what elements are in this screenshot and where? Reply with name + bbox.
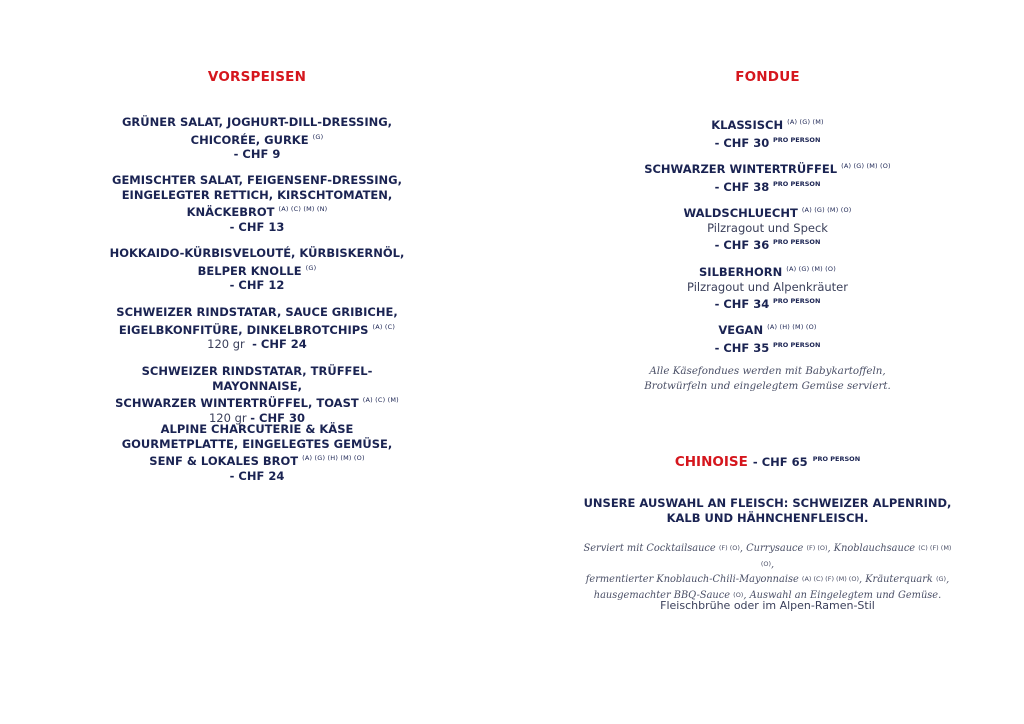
item-price: - CHF 36 xyxy=(714,238,770,253)
pro-person-label: PRO PERSON xyxy=(772,340,821,349)
menu-item xyxy=(580,115,955,150)
item-price-line xyxy=(580,235,955,253)
item-price: - CHF 30 xyxy=(250,410,305,425)
item-name: VEGAN $^{(A) (H) (M) (O)}$ xyxy=(718,323,817,337)
allergen-codes: (G) xyxy=(305,263,317,272)
chinoise-meat xyxy=(580,496,955,525)
allergen-codes: (A) (C) xyxy=(372,322,396,331)
meat-line: UNSERE AUSWAHL AN FLEISCH: SCHWEIZER ALPENRIND, xyxy=(583,496,952,510)
item-price: - CHF 34 xyxy=(714,297,770,312)
item-price: - CHF 30 xyxy=(714,135,770,150)
note-line: Alle Käsefondues werden mit Babykartoffeln, xyxy=(649,365,886,377)
allergen-codes: (A) (G) (H) (M) (O) xyxy=(302,454,365,463)
chinoise-price: - CHF 65 xyxy=(752,455,808,469)
menu-item xyxy=(580,262,955,312)
pro-person-label: PRO PERSON xyxy=(772,238,821,247)
item-qty-price xyxy=(97,337,417,352)
allergen-codes: (F) (O) xyxy=(718,544,740,552)
menu-item xyxy=(97,246,417,293)
item-name-line: SENF & LOKALES BROT $^{(A) (G) (H) (M) (O)}$ xyxy=(149,454,365,469)
note-line: fermentierter Knoblauch-Chili-Mayonnaise (A) (C) (F) (M) (O), Kräuterquark (G), xyxy=(585,574,950,585)
menu-item xyxy=(97,305,417,352)
menu-item xyxy=(580,159,955,194)
chinoise-heading: CHINOISE xyxy=(674,454,748,470)
vorspeisen-heading: VORSPEISEN xyxy=(207,69,307,85)
meat-line: KALB UND HÄHNCHENFLEISCH. xyxy=(666,510,869,525)
item-price: - CHF 24 xyxy=(229,468,285,483)
menu-item xyxy=(580,203,955,253)
item-name-line: SCHWEIZER RINDSTATAR, TRÜFFEL-MAYONNAISE, xyxy=(141,364,373,393)
item-price-line xyxy=(580,177,955,195)
item-description: Pilzragout und Speck xyxy=(707,220,828,235)
allergen-codes: (A) (C) (M) xyxy=(362,396,399,405)
item-name-line: BELPER KNOLLE $^{(G)}$ xyxy=(197,263,317,278)
item-name-line: GEMISCHTER SALAT, FEIGENSENF-DRESSING, xyxy=(112,173,402,187)
item-quantity: 120 gr xyxy=(207,337,245,352)
allergen-codes: (A) (G) (M) (O) xyxy=(786,265,836,273)
chinoise-header xyxy=(580,451,955,470)
item-price: - CHF 35 xyxy=(714,340,770,355)
menu-item xyxy=(97,173,417,234)
menu-item xyxy=(97,115,417,162)
item-name-line: SCHWEIZER RINDSTATAR, SAUCE GRIBICHE, xyxy=(116,305,398,319)
broth-option: Fleischbrühe oder im Alpen-Ramen-Stil xyxy=(660,599,875,612)
item-name: SCHWARZER WINTERTRÜFFEL $^{(A) (G) (M) (O)}$ xyxy=(644,162,891,176)
item-name-line: HOKKAIDO-KÜRBISVELOUTÉ, KÜRBISKERNÖL, xyxy=(109,246,405,260)
item-name: KLASSISCH $^{(A) (G) (M)}$ xyxy=(711,118,824,132)
item-name-line: CHICORÉE, GURKE $^{(G)}$ xyxy=(190,132,324,147)
item-price-line xyxy=(580,294,955,312)
item-name-line: EIGELBKONFITÜRE, DINKELBROTCHIPS $^{(A) (C)}$ xyxy=(118,322,396,337)
item-price: - CHF 9 xyxy=(233,147,281,162)
item-quantity: 120 gr xyxy=(208,410,247,425)
item-description: Pilzragout und Alpenkräuter xyxy=(687,279,848,294)
allergen-codes: (A) (C) (F) (M) (O) xyxy=(801,575,859,583)
item-name-line: GOURMETPLATTE, EINGELEGTES GEMÜSE, xyxy=(121,436,393,451)
item-price: - CHF 12 xyxy=(229,278,285,293)
pro-person-label: PRO PERSON xyxy=(772,179,821,188)
allergen-codes: (C) (F) (M) (O) xyxy=(760,544,952,568)
menu-item xyxy=(97,364,417,425)
item-price: - CHF 13 xyxy=(229,219,285,234)
menu-item xyxy=(97,422,417,483)
fondue-note xyxy=(580,364,955,393)
allergen-codes: (A) (G) (M) (O) xyxy=(841,162,891,170)
pro-person-label: PRO PERSON xyxy=(812,455,861,463)
allergen-codes: (A) (G) (M) xyxy=(787,118,824,126)
note-line: hausgemachter BBQ-Sauce (O), Auswahl an Eingelegtem und Gemüse. xyxy=(593,589,942,601)
item-name-line: SCHWARZER WINTERTRÜFFEL, TOAST $^{(A) (C) (M)}$ xyxy=(115,396,399,411)
note-line: Brotwürfeln und eingelegtem Gemüse serviert. xyxy=(644,379,891,392)
item-price: - CHF 24 xyxy=(252,337,307,352)
item-name-line: EINGELEGTER RETTICH, KIRSCHTOMATEN, xyxy=(121,187,393,202)
pro-person-label: PRO PERSON xyxy=(772,297,821,306)
item-name-line: ALPINE CHARCUTERIE & KÄSE xyxy=(160,422,354,436)
item-name: SILBERHORN $^{(A) (G) (M) (O)}$ xyxy=(699,265,836,279)
allergen-codes: (A) (H) (M) (O) xyxy=(767,323,817,331)
item-name-line: GRÜNER SALAT, JOGHURT-DILL-DRESSING, xyxy=(121,115,393,129)
chinoise-sauces-note xyxy=(580,541,955,603)
menu-item xyxy=(580,320,955,355)
allergen-codes: (A) (C) (M) (N) xyxy=(278,205,328,214)
item-name: WALDSCHLUECHT $^{(A) (G) (M) (O)}$ xyxy=(683,206,852,220)
item-price: - CHF 38 xyxy=(714,179,770,194)
note-line: Serviert mit Cocktailsauce (F) (O), Currysauce (F) (O), Knoblauchsauce (C) (F) (M) (O), xyxy=(583,543,952,570)
item-name-line: KNÄCKEBROT $^{(A) (C) (M) (N)}$ xyxy=(186,205,328,220)
item-price-line xyxy=(580,133,955,151)
allergen-codes: (G) xyxy=(935,575,947,583)
fondue-heading: FONDUE xyxy=(735,69,800,85)
pro-person-label: PRO PERSON xyxy=(772,135,821,144)
item-price-line xyxy=(580,338,955,356)
allergen-codes: (F) (O) xyxy=(806,544,828,552)
allergen-codes: (O) xyxy=(733,590,744,599)
allergen-codes: (A) (G) (M) (O) xyxy=(801,206,852,214)
allergen-codes: (G) xyxy=(312,132,324,141)
